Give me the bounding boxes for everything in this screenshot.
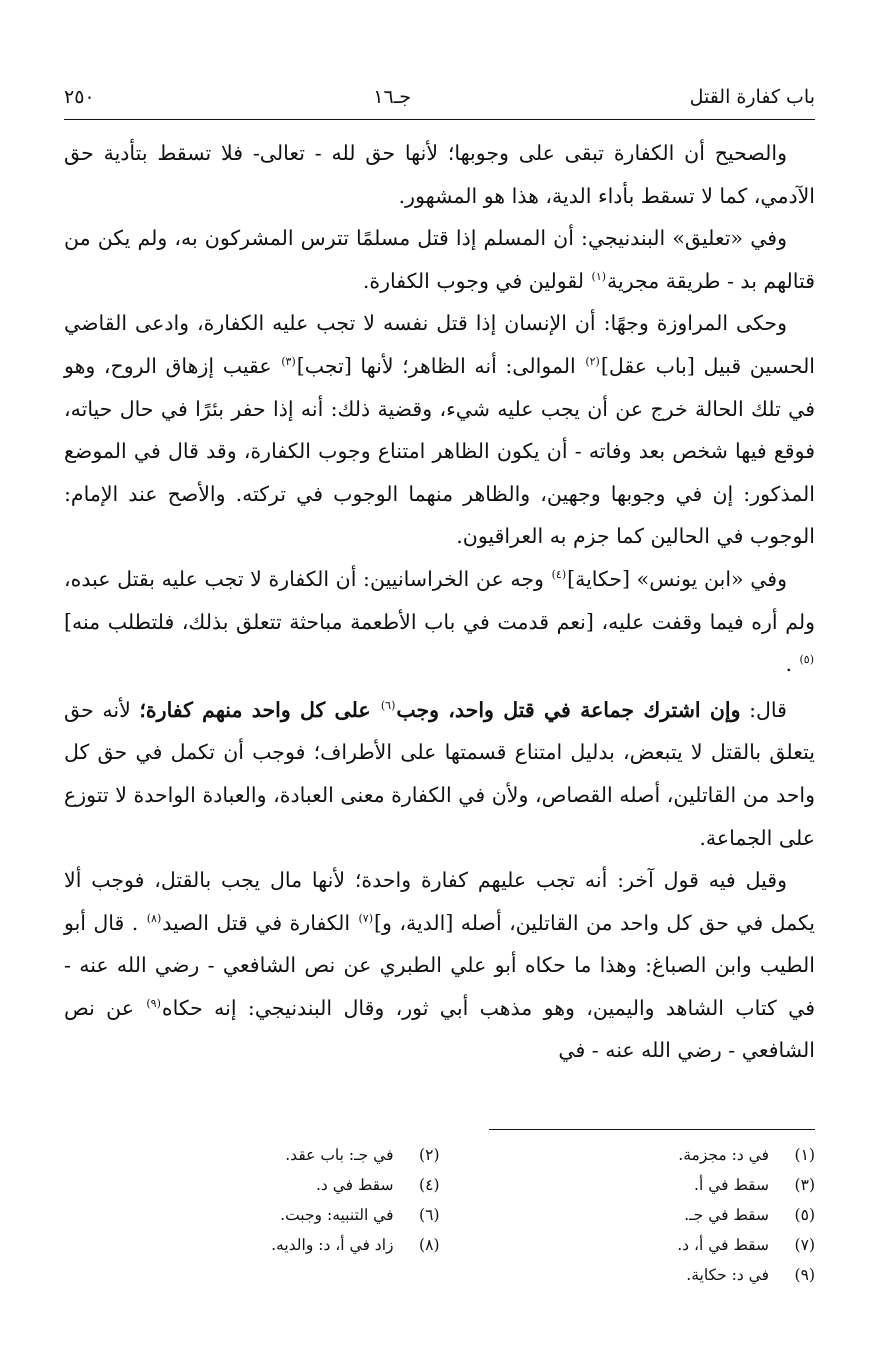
text-run: الكفارة في قتل الصيد bbox=[162, 910, 358, 935]
bold-text: وإن اشترك جماعة في قتل واحد، وجب bbox=[396, 697, 741, 722]
text-run: وفي «تعليق» البندنيجي: أن المسلم إذا قتل مسلمًا تترس المشركون به، ولم يكن من قتالهم بد - طريقة مجرية bbox=[64, 226, 815, 293]
footnote-text: زاد في أ، د: والديه. bbox=[271, 1236, 394, 1254]
footnote-marker: (٤) bbox=[551, 568, 567, 582]
footnote-number: (٥) bbox=[794, 1206, 815, 1224]
footnote-marker: (٥) bbox=[799, 653, 814, 667]
paragraph bbox=[64, 302, 815, 558]
main-text bbox=[64, 132, 815, 1072]
footnote-marker: (٢) bbox=[585, 355, 600, 369]
footnote-row bbox=[64, 1140, 815, 1170]
chapter-title: باب كفارة القتل bbox=[689, 86, 815, 108]
footnote-text: في د: حكاية. bbox=[686, 1266, 769, 1284]
footnote bbox=[440, 1140, 816, 1170]
page-header bbox=[64, 70, 815, 108]
text-run: لقولين في وجوب الكفارة. bbox=[362, 268, 591, 293]
footnote-rule bbox=[489, 1129, 815, 1130]
footnote-number: (٧) bbox=[794, 1236, 815, 1254]
header-rule bbox=[64, 119, 815, 120]
page-number: ٢٥٠ bbox=[64, 86, 95, 108]
footnote bbox=[64, 1170, 440, 1200]
footnote-number: (٣) bbox=[794, 1176, 815, 1194]
bold-text: على كل واحد منهم كفارة؛ bbox=[139, 697, 380, 722]
footnote-number: (٩) bbox=[794, 1266, 815, 1284]
footnote bbox=[440, 1230, 816, 1260]
footnote bbox=[64, 1200, 440, 1230]
footnote-text: سقط في أ، د. bbox=[677, 1236, 769, 1254]
footnote bbox=[440, 1260, 816, 1290]
footnote bbox=[64, 1140, 440, 1170]
text-run: وقيل فيه قول آخر: أنه تجب عليهم كفارة واحدة؛ لأنها مال يجب بالقتل، فوجب ألا يكمل في حق كل واحد من القاتلين، أصله [الدية، و] bbox=[64, 868, 815, 935]
footnote-row bbox=[64, 1200, 815, 1230]
text-run: الموالى: أنه الظاهر؛ لأنها [تجب] bbox=[296, 353, 585, 378]
footnote bbox=[440, 1170, 816, 1200]
footnote-empty bbox=[64, 1260, 440, 1290]
footnote-number: (١) bbox=[794, 1146, 815, 1164]
footnote-row bbox=[64, 1170, 815, 1200]
footnote-text: في التنبيه: وجبت. bbox=[280, 1206, 394, 1224]
text-run: وفي «ابن يونس» [حكاية] bbox=[567, 566, 787, 591]
text-run: . قال أبو الطيب وابن الصباغ: وهذا ما حكاه أبو علي الطبري عن نص الشافعي - رضي الله عنه - في كتاب الشاهد واليمين، وهو مذهب أبي ثور، وقال البندنيجي: إنه حكاه bbox=[64, 910, 815, 1020]
paragraph bbox=[64, 132, 815, 217]
text-run: لأنه حق يتعلق بالقتل لا يتبعض، بدليل امتناع قسمتها على الأطراف؛ فوجب أن تكمل في حق كل واحد من القاتلين، أصله القصاص، ولأن في الكفارة معنى العبادة، والعبادة الواحدة لا تتوزع على الجماعة. bbox=[64, 697, 815, 850]
text-run: وحكى المراوزة وجهًا: أن الإنسان إذا قتل نفسه لا تجب عليه الكفارة، وادعى القاضي الحسين قبيل [باب عقل] bbox=[64, 311, 816, 378]
footnote-marker: (٧) bbox=[358, 911, 374, 925]
footnote-marker: (٨) bbox=[146, 911, 162, 925]
text-run: والصحيح أن الكفارة تبقى على وجوبها؛ لأنها حق لله - تعالى- فلا تسقط بتأدية حق الآدمي، كما لا تسقط بأداء الدية، هذا هو المشهور. bbox=[64, 141, 815, 208]
footnote-marker: (٦) bbox=[380, 698, 396, 712]
paragraph bbox=[64, 558, 815, 686]
footnote bbox=[64, 1230, 440, 1260]
footnotes bbox=[64, 1140, 815, 1290]
footnote-number: (٤) bbox=[419, 1176, 440, 1194]
footnote-text: سقط في جـ. bbox=[684, 1206, 769, 1224]
footnote-row bbox=[64, 1230, 815, 1260]
text-run: وجه عن الخراسانيين: أن الكفارة لا تجب عليه بقتل عبده، ولم أره فيما وقفت عليه، [نعم قدمت في باب الأطعمة مباحثة تتعلق بذلك، فلتطلب منه] bbox=[64, 566, 815, 634]
text-run: . bbox=[785, 652, 799, 677]
footnote-row bbox=[64, 1260, 815, 1290]
text-run: قال: bbox=[740, 697, 787, 722]
paragraph bbox=[64, 859, 815, 1072]
footnote-text: سقط في د. bbox=[315, 1176, 394, 1194]
footnote-text: في د: مجزمة. bbox=[678, 1146, 769, 1164]
paragraph bbox=[64, 217, 815, 302]
text-run: عقيب إزهاق الروح، وهو في تلك الحالة خرج عن أن يجب عليه شيء، وقضية ذلك: أنه إذا حفر بئرًا في حال حياته، فوقع فيها شخص بعد وفاته - أن يكون الظاهر امتناع وجوب الكفارة، وقد قال في الموضع المذكور: إن في وجوبها وجهين، والظاهر منهما الوجوب في تركته. والأصح عند الإمام: الوجوب في الحالين كما جزم به العراقيون. bbox=[64, 353, 815, 549]
footnote-marker: (١) bbox=[591, 269, 607, 283]
footnote-text: سقط في أ. bbox=[694, 1176, 769, 1194]
footnote-marker: (٩) bbox=[146, 997, 161, 1011]
text-run: عن نص الشافعي - رضي الله عنه - في bbox=[64, 995, 815, 1063]
footnote-marker: (٣) bbox=[281, 355, 296, 369]
paragraph bbox=[64, 689, 815, 859]
footnote-number: (٦) bbox=[419, 1206, 440, 1224]
volume-number: جـ١٦ bbox=[373, 86, 411, 108]
footnote-text: في جـ: باب عقد. bbox=[285, 1146, 394, 1164]
footnote-number: (٨) bbox=[419, 1236, 440, 1254]
footnote-number: (٢) bbox=[419, 1146, 440, 1164]
footnote bbox=[440, 1200, 816, 1230]
